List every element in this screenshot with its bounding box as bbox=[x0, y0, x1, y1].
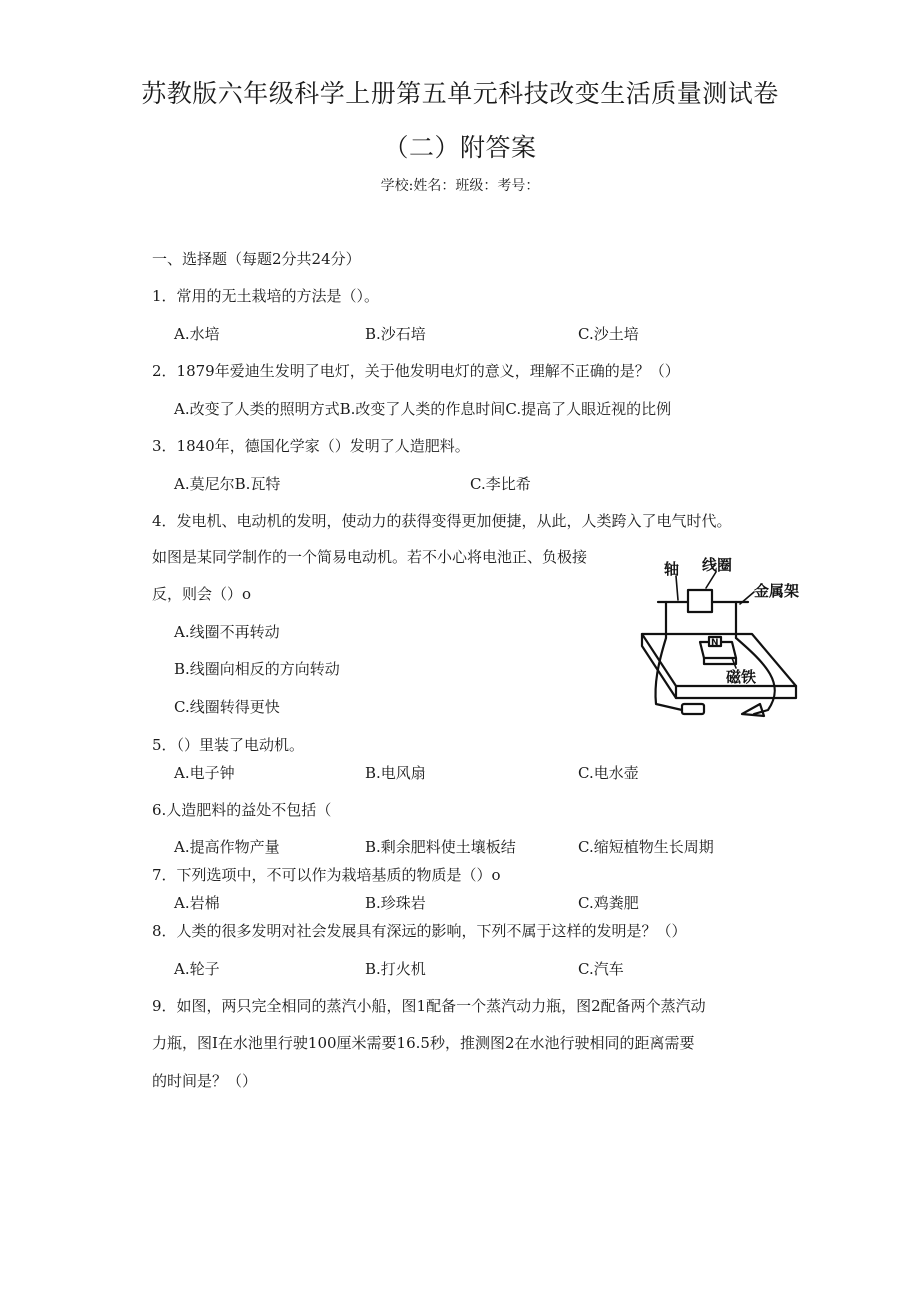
question-3-option-ab: A.莫尼尔B.瓦特 bbox=[174, 475, 281, 493]
question-4-option-b: B.线圈向相反的方向转动 bbox=[174, 660, 340, 678]
question-6-stem: 6.人造肥料的益处不包括（ bbox=[152, 801, 332, 819]
question-5-stem: 5．（）里装了电动机。 bbox=[152, 736, 305, 754]
question-6-option-a: A.提高作物产量 bbox=[174, 838, 280, 856]
question-5-option-c: C.电水壶 bbox=[578, 764, 639, 782]
question-6-option-b: B.剩余肥料使土壤板结 bbox=[365, 838, 516, 856]
question-1-option-b: B.沙石培 bbox=[365, 325, 426, 343]
question-9-stem-line3: 的时间是？（） bbox=[152, 1072, 258, 1090]
question-1-stem: 1．常用的无土栽培的方法是（）。 bbox=[152, 287, 380, 305]
question-5-option-b: B.电风扇 bbox=[365, 764, 426, 782]
question-9-stem-line1: 9．如图，两只完全相同的蒸汽小船，图1配备一个蒸汽动力瓶，图2配备两个蒸汽动 bbox=[152, 997, 706, 1015]
question-3-option-c: C.李比希 bbox=[470, 475, 531, 493]
question-9-stem-line2: 力瓶，图I在水池里行驶100厘米需要16.5秒，推测图2在水池行驶相同的距离需要 bbox=[152, 1034, 695, 1052]
question-8-option-a: A.轮子 bbox=[174, 960, 220, 978]
question-8-option-b: B.打火机 bbox=[365, 960, 426, 978]
section-heading: 一、选择题（每题2分共24分） bbox=[152, 250, 361, 268]
student-info: 学校:姓名：班级：考号： bbox=[380, 178, 540, 194]
question-4-stem-line1: 4．发电机、电动机的发明，使动力的获得变得更加便捷，从此，人类跨入了电气时代。 bbox=[152, 512, 732, 530]
question-7-option-a: A.岩棉 bbox=[174, 894, 220, 912]
question-7-option-c: C.鸡粪肥 bbox=[578, 894, 639, 912]
question-1-option-c: C.沙土培 bbox=[578, 325, 639, 343]
doc-title-line1: 苏教版六年级科学上册第五单元科技改变生活质量测试卷 bbox=[141, 79, 779, 108]
question-8-option-c: C.汽车 bbox=[578, 960, 624, 978]
label-coil: 线圈 bbox=[702, 556, 733, 574]
question-4-option-c: C.线圈转得更快 bbox=[174, 698, 280, 716]
question-2-options: A.改变了人类的照明方式B.改变了人类的作息时间C.提高了人眼近视的比例 bbox=[174, 400, 672, 418]
question-7-stem: 7．下列选项中，不可以作为栽培基质的物质是（）o bbox=[152, 866, 501, 884]
question-5-option-a: A.电子钟 bbox=[174, 764, 235, 782]
electric-motor-figure bbox=[636, 554, 812, 724]
question-4-stem-line3: 反，则会（）o bbox=[152, 585, 252, 603]
question-8-stem: 8．人类的很多发明对社会发展具有深远的影响，下列不属于这样的发明是？（） bbox=[152, 922, 687, 940]
question-6-option-c: C.缩短植物生长周期 bbox=[578, 838, 714, 856]
question-4-stem-line2: 如图是某同学制作的一个简易电动机。若不小心将电池正、负极接 bbox=[152, 548, 588, 566]
question-7-option-b: B.珍珠岩 bbox=[365, 894, 426, 912]
question-4-option-a: A.线圈不再转动 bbox=[174, 623, 280, 641]
label-frame: 金属架 bbox=[754, 582, 800, 600]
label-axis: 轴 bbox=[664, 560, 680, 578]
label-pole: N bbox=[711, 638, 719, 648]
doc-title-line2: （二）附答案 bbox=[383, 133, 537, 162]
question-3-stem: 3．1840年，德国化学家（）发明了人造肥料。 bbox=[152, 437, 470, 455]
label-magnet: 磁铁 bbox=[726, 668, 757, 686]
question-1-option-a: A.水培 bbox=[174, 325, 220, 343]
question-2-stem: 2．1879年爱迪生发明了电灯，关于他发明电灯的意义，理解不正确的是？（） bbox=[152, 362, 680, 380]
